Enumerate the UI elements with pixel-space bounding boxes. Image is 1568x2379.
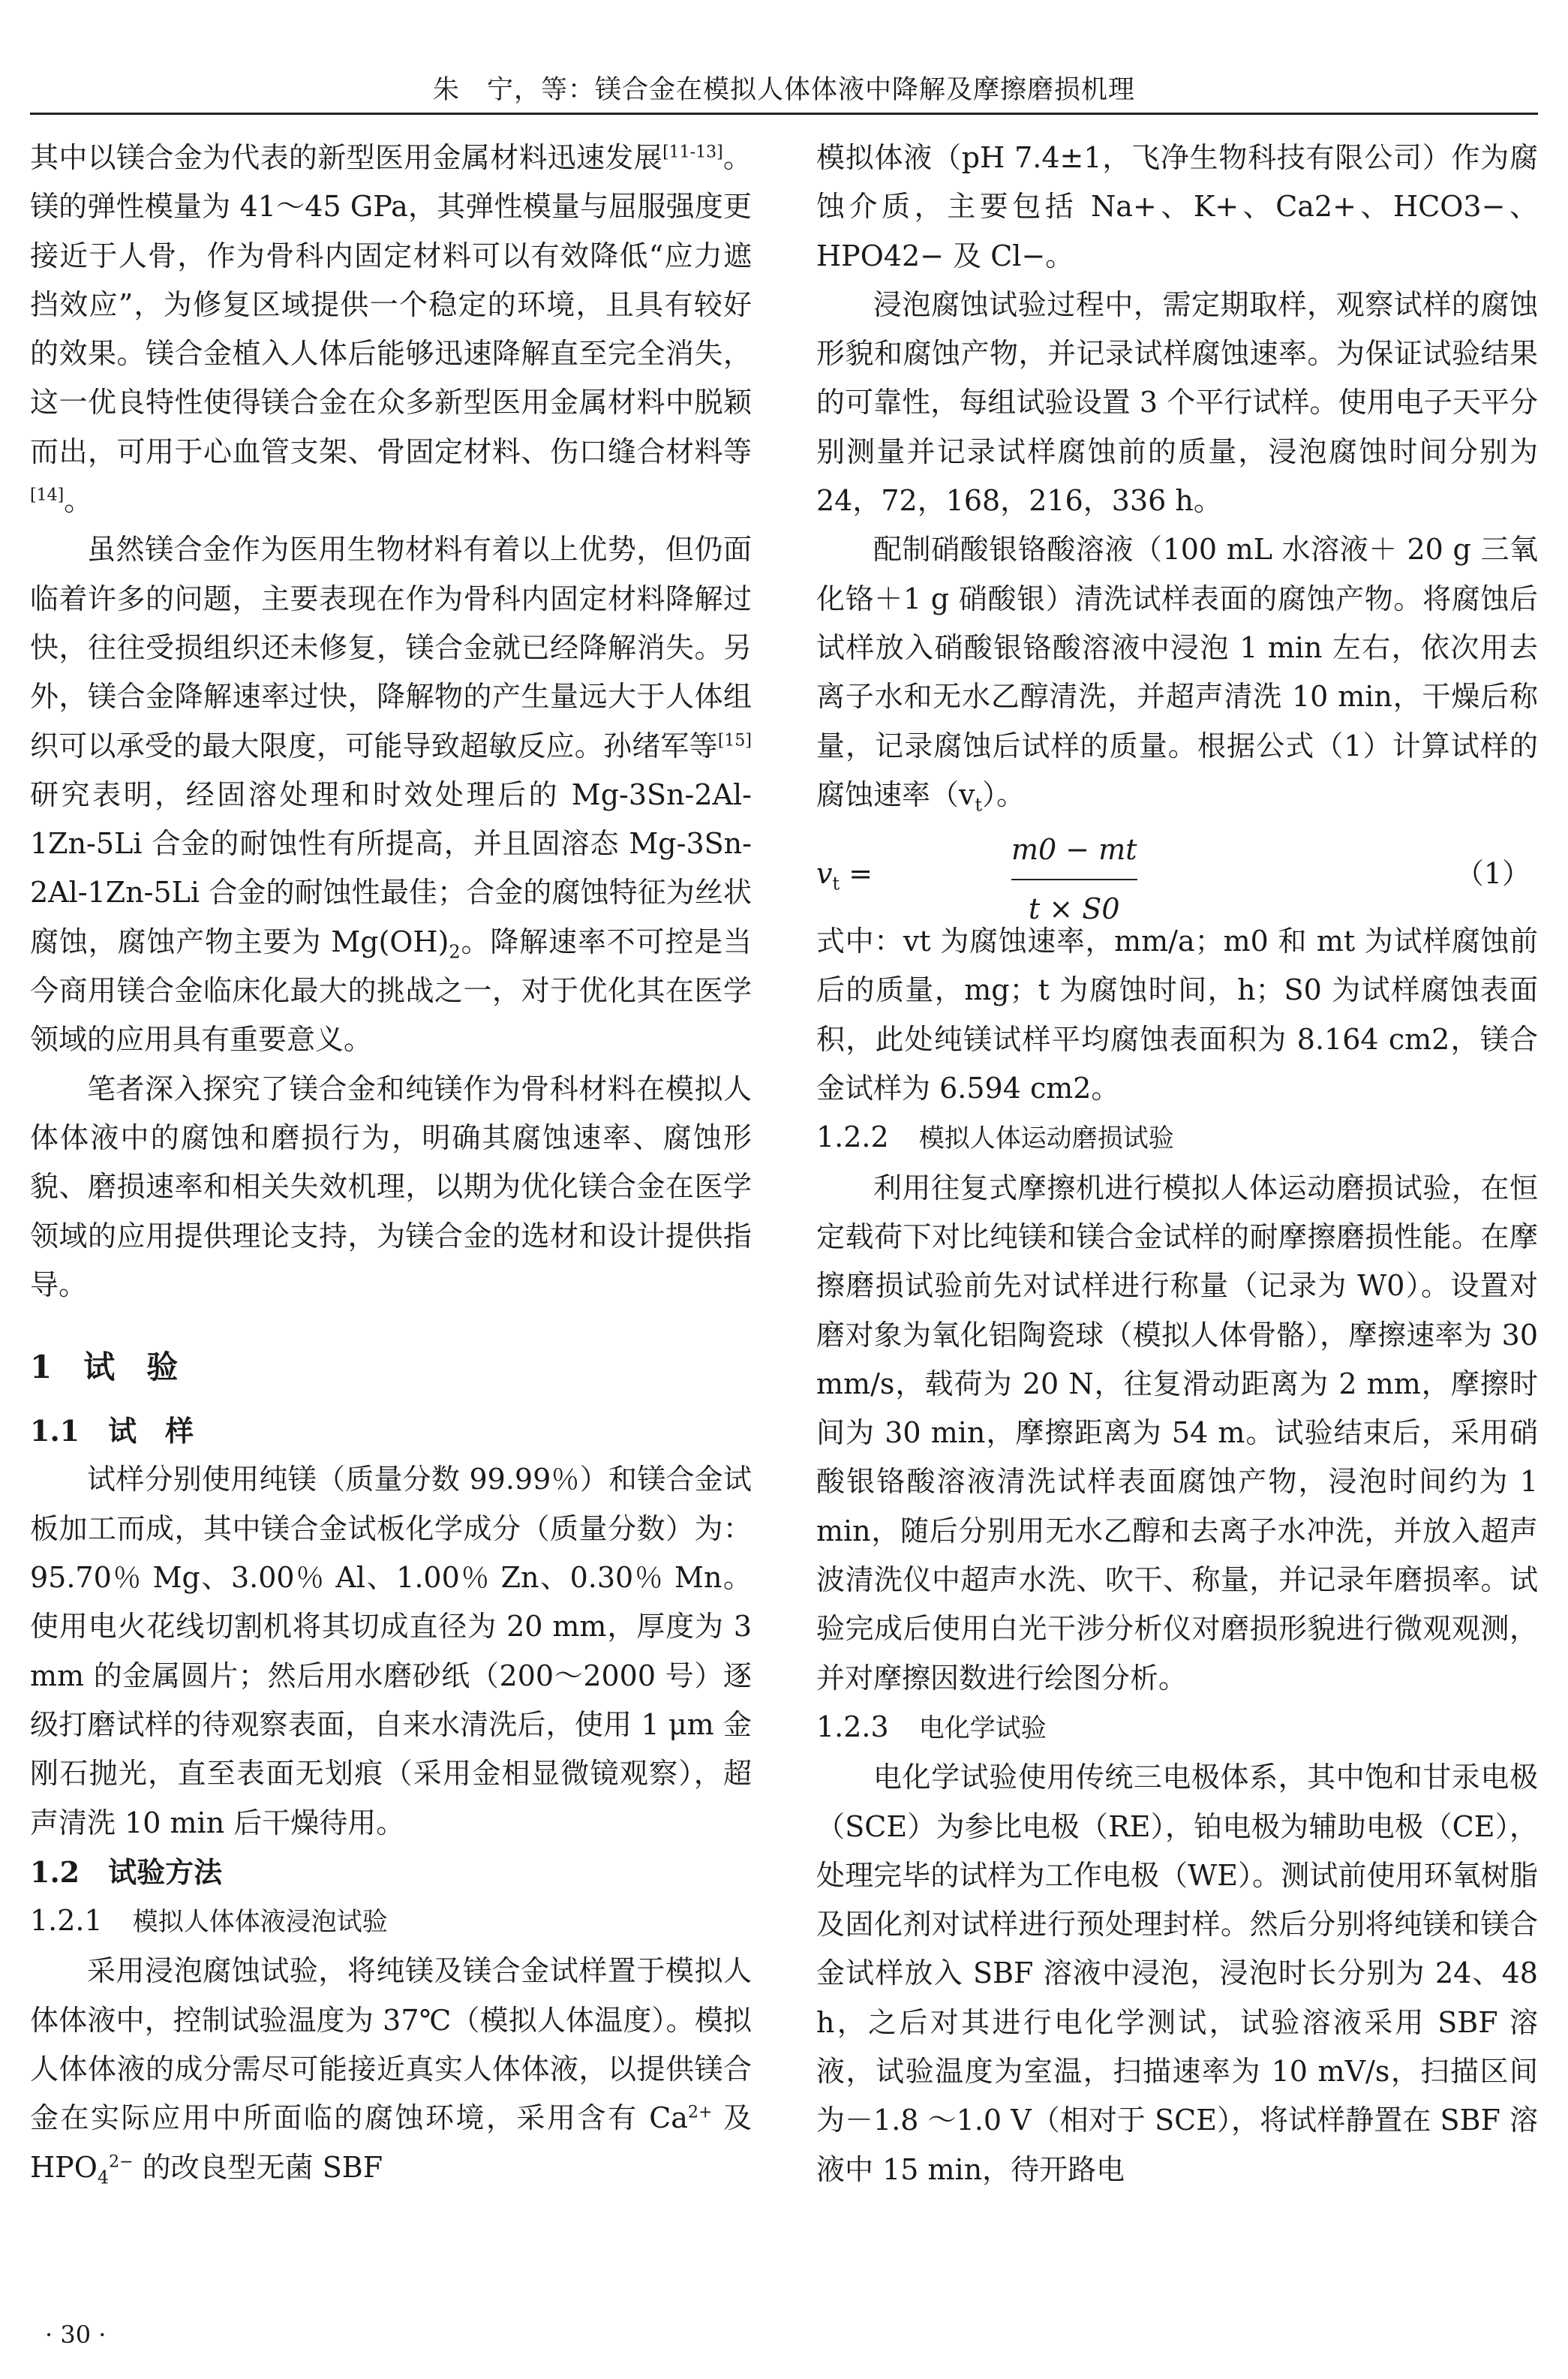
citation-ref: [11-13] — [662, 143, 723, 162]
fraction-bar — [1011, 879, 1137, 880]
right-column — [816, 134, 1538, 2194]
paragraph-equation-legend: 式中：vt 为腐蚀速率，mm/a；m0 和 mt 为试样腐蚀前后的质量，mg；t 为腐蚀时间，h；S0 为试样腐蚀表面积，此处纯镁试样平均腐蚀表面积为 8.164 cm2，镁合金试样为 6.594 cm2。 — [816, 925, 1538, 1105]
paragraph-cleaning: 配制硝酸银铬酸溶液（100 mL 水溶液＋ 20 g 三氧化铬＋1 g 硝酸银）清洗试样表面的腐蚀产物。将腐蚀后试样放入硝酸银铬酸溶液中浸泡 1 min 左右，依次用去离子水和无水乙醇清洗，并超声清洗 10 min，干燥后称量，记录腐蚀后试样的质量。根据公式（1）计算试样的腐蚀速率$(v_t)$。 — [816, 533, 1538, 816]
left-column — [30, 134, 752, 2192]
subsubsection-heading-electrochem: 1.2.3 电化学试验 — [816, 1710, 1047, 1743]
equation-number: （1） — [1455, 857, 1530, 891]
paragraph-purpose: 笔者深入探究了镁合金和纯镁作为骨科材料在模拟人体体液中的腐蚀和磨损行为，明确其腐蚀速率、腐蚀形貌、磨损速率和相关失效机理，以期为优化镁合金在医学领域的应用提供理论支持，为镁合金的选材和设计提供指导。 — [30, 1072, 752, 1301]
equation-fraction — [1011, 826, 1137, 934]
paragraph-immersion: 采用浸泡腐蚀试验，将纯镁及镁合金试样置于模拟人体体液中，控制试验温度为 37℃（模拟人体温度）。模拟人体体液的成分需尽可能接近真实人体体液，以提供镁合金在实际应用中所面临的腐蚀环境，采用含有 $Ca^{2+}$ 及 $HPO_4^{2-}$ 的改良型无菌 SBF — [30, 1954, 752, 2188]
paragraph-problems: 虽然镁合金作为医用生物材料有着以上优势，但仍面临着许多的问题，主要表现在作为骨科内固定材料降解过快，往往受损组织还未修复，镁合金就已经降解消失。另外，镁合金降解速率过快，降解物的产生量远大于人体组织可以承受的最大限度，可能导致超敏反应。孙绪军等[15]研究表明，经固溶处理和时效处理后的 Mg-3Sn-2Al-1Zn-5Li 合金的耐蚀性有所提高，并且固溶态 Mg-3Sn-2Al-1Zn-5Li 合金的耐蚀性最佳；合金的腐蚀特征为丝状腐蚀，腐蚀产物主要为 $Mg(OH)_2$。降解速率不可控是当今商用镁合金临床化最大的挑战之一，对于优化其在医学领域的应用具有重要意义。 — [30, 533, 752, 1057]
paragraph-sbf-medium: 模拟体液（pH 7.4±1，飞净生物科技有限公司）作为腐蚀介质，主要包括 Na+、K+、Ca2+、HCO3−、HPO42− 及 Cl−。 — [816, 141, 1538, 272]
subsubsection-heading-wear: 1.2.2 模拟人体运动磨损试验 — [816, 1120, 1174, 1154]
section-heading-experiment: 1 试 验 — [30, 1349, 179, 1386]
paragraph-intro-continued: 其中以镁合金为代表的新型医用金属材料迅速发展[11-13]。镁的弹性模量为 41～45 GPa，其弹性模量与屈服强度更接近于人骨，作为骨科内固定材料可以有效降低“应力遮挡效应”，为修复区域提供一个稳定的环境，且具有较好的效果。镁合金植入人体后能够迅速降解直至完全消失，这一优良特性使得镁合金在众多新型医用金属材料中脱颖而出，可用于心血管支架、骨固定材料、伤口缝合材料等[14]。 — [30, 141, 752, 518]
paragraph-wear: 利用往复式摩擦机进行模拟人体运动磨损试验，在恒定载荷下对比纯镁和镁合金试样的耐摩擦磨损性能。在摩擦磨损试验前先对试样进行称量（记录为 W0）。设置对磨对象为氧化铝陶瓷球（模拟人体骨骼），摩擦速率为 30 mm/s，载荷为 20 N，往复滑动距离为 2 mm，摩擦时间为 30 min，摩擦距离为 54 m。试验结束后，采用硝酸银铬酸溶液清洗试样表面腐蚀产物，浸泡时间约为 1 min，随后分别用无水乙醇和去离子水冲洗，并放入超声波清洗仪中超声水洗、吹干、称量，并记录年磨损率。试验完成后使用白光干涉分析仪对磨损形貌进行微观观测，并对摩擦因数进行绘图分析。 — [816, 1171, 1538, 1695]
paragraph-sampling: 浸泡腐蚀试验过程中，需定期取样，观察试样的腐蚀形貌和腐蚀产物，并记录试样腐蚀速率。为保证试验结果的可靠性，每组试验设置 3 个平行试样。使用电子天平分别测量并记录试样腐蚀前的质量，浸泡腐蚀时间分别为 24，72，168，216，336 h。 — [816, 287, 1538, 518]
subsubsection-heading-immersion: 1.2.1 模拟人体体液浸泡试验 — [30, 1904, 388, 1938]
running-head: 朱 宁，等：镁合金在模拟人体体液中降解及摩擦磨损机理 — [432, 75, 1135, 105]
subsection-heading-method: 1.2 试验方法 — [30, 1854, 223, 1889]
paragraph-sample: 试样分别使用纯镁（质量分数 99.99％）和镁合金试板加工而成，其中镁合金试板化学成分（质量分数）为：95.70％ Mg、3.00％ Al、1.00％ Zn、0.30％ Mn。使用电火花线切割机将其切成直径为 20 mm，厚度为 3 mm 的金属圆片；然后用水磨砂纸（200～2000 号）逐级打磨试样的待观察表面，自来水清洗后，使用 1 μm 金刚石抛光，直至表面无划痕（采用金相显微镜观察），超声清洗 10 min 后干燥待用。 — [30, 1463, 752, 1839]
page-number: · 30 · — [45, 2320, 107, 2349]
paragraph-electrochem: 电化学试验使用传统三电极体系，其中饱和甘汞电极（SCE）为参比电极（RE），铂电极为辅助电极（CE），处理完毕的试样为工作电极（WE）。测试前使用环氧树脂及固化剂对试样进行预处理封样。然后分别将纯镁和镁合金试样放入 SBF 溶液中浸泡，浸泡时长分别为 24、48 h，之后对其进行电化学测试，试验溶液采用 SBF 溶液，试验温度为室温，扫描速率为 10 mV/s，扫描区间为－1.8 ～1.0 V（相对于 SCE），将试样静置在 SBF 溶液中 15 min，待开路电 — [816, 1761, 1538, 2186]
subsection-heading-sample: 1.1 试 样 — [30, 1414, 194, 1448]
equation-denominator: t × S0 — [1029, 892, 1120, 926]
equation-numerator: m0 − mt — [1011, 833, 1137, 867]
citation-ref: [15] — [717, 730, 752, 750]
citation-ref: [14] — [30, 486, 65, 505]
equation-corrosion-rate — [816, 820, 1538, 926]
equation-lhs: $v_t$ = — [816, 857, 873, 895]
header-rule — [30, 113, 1538, 115]
